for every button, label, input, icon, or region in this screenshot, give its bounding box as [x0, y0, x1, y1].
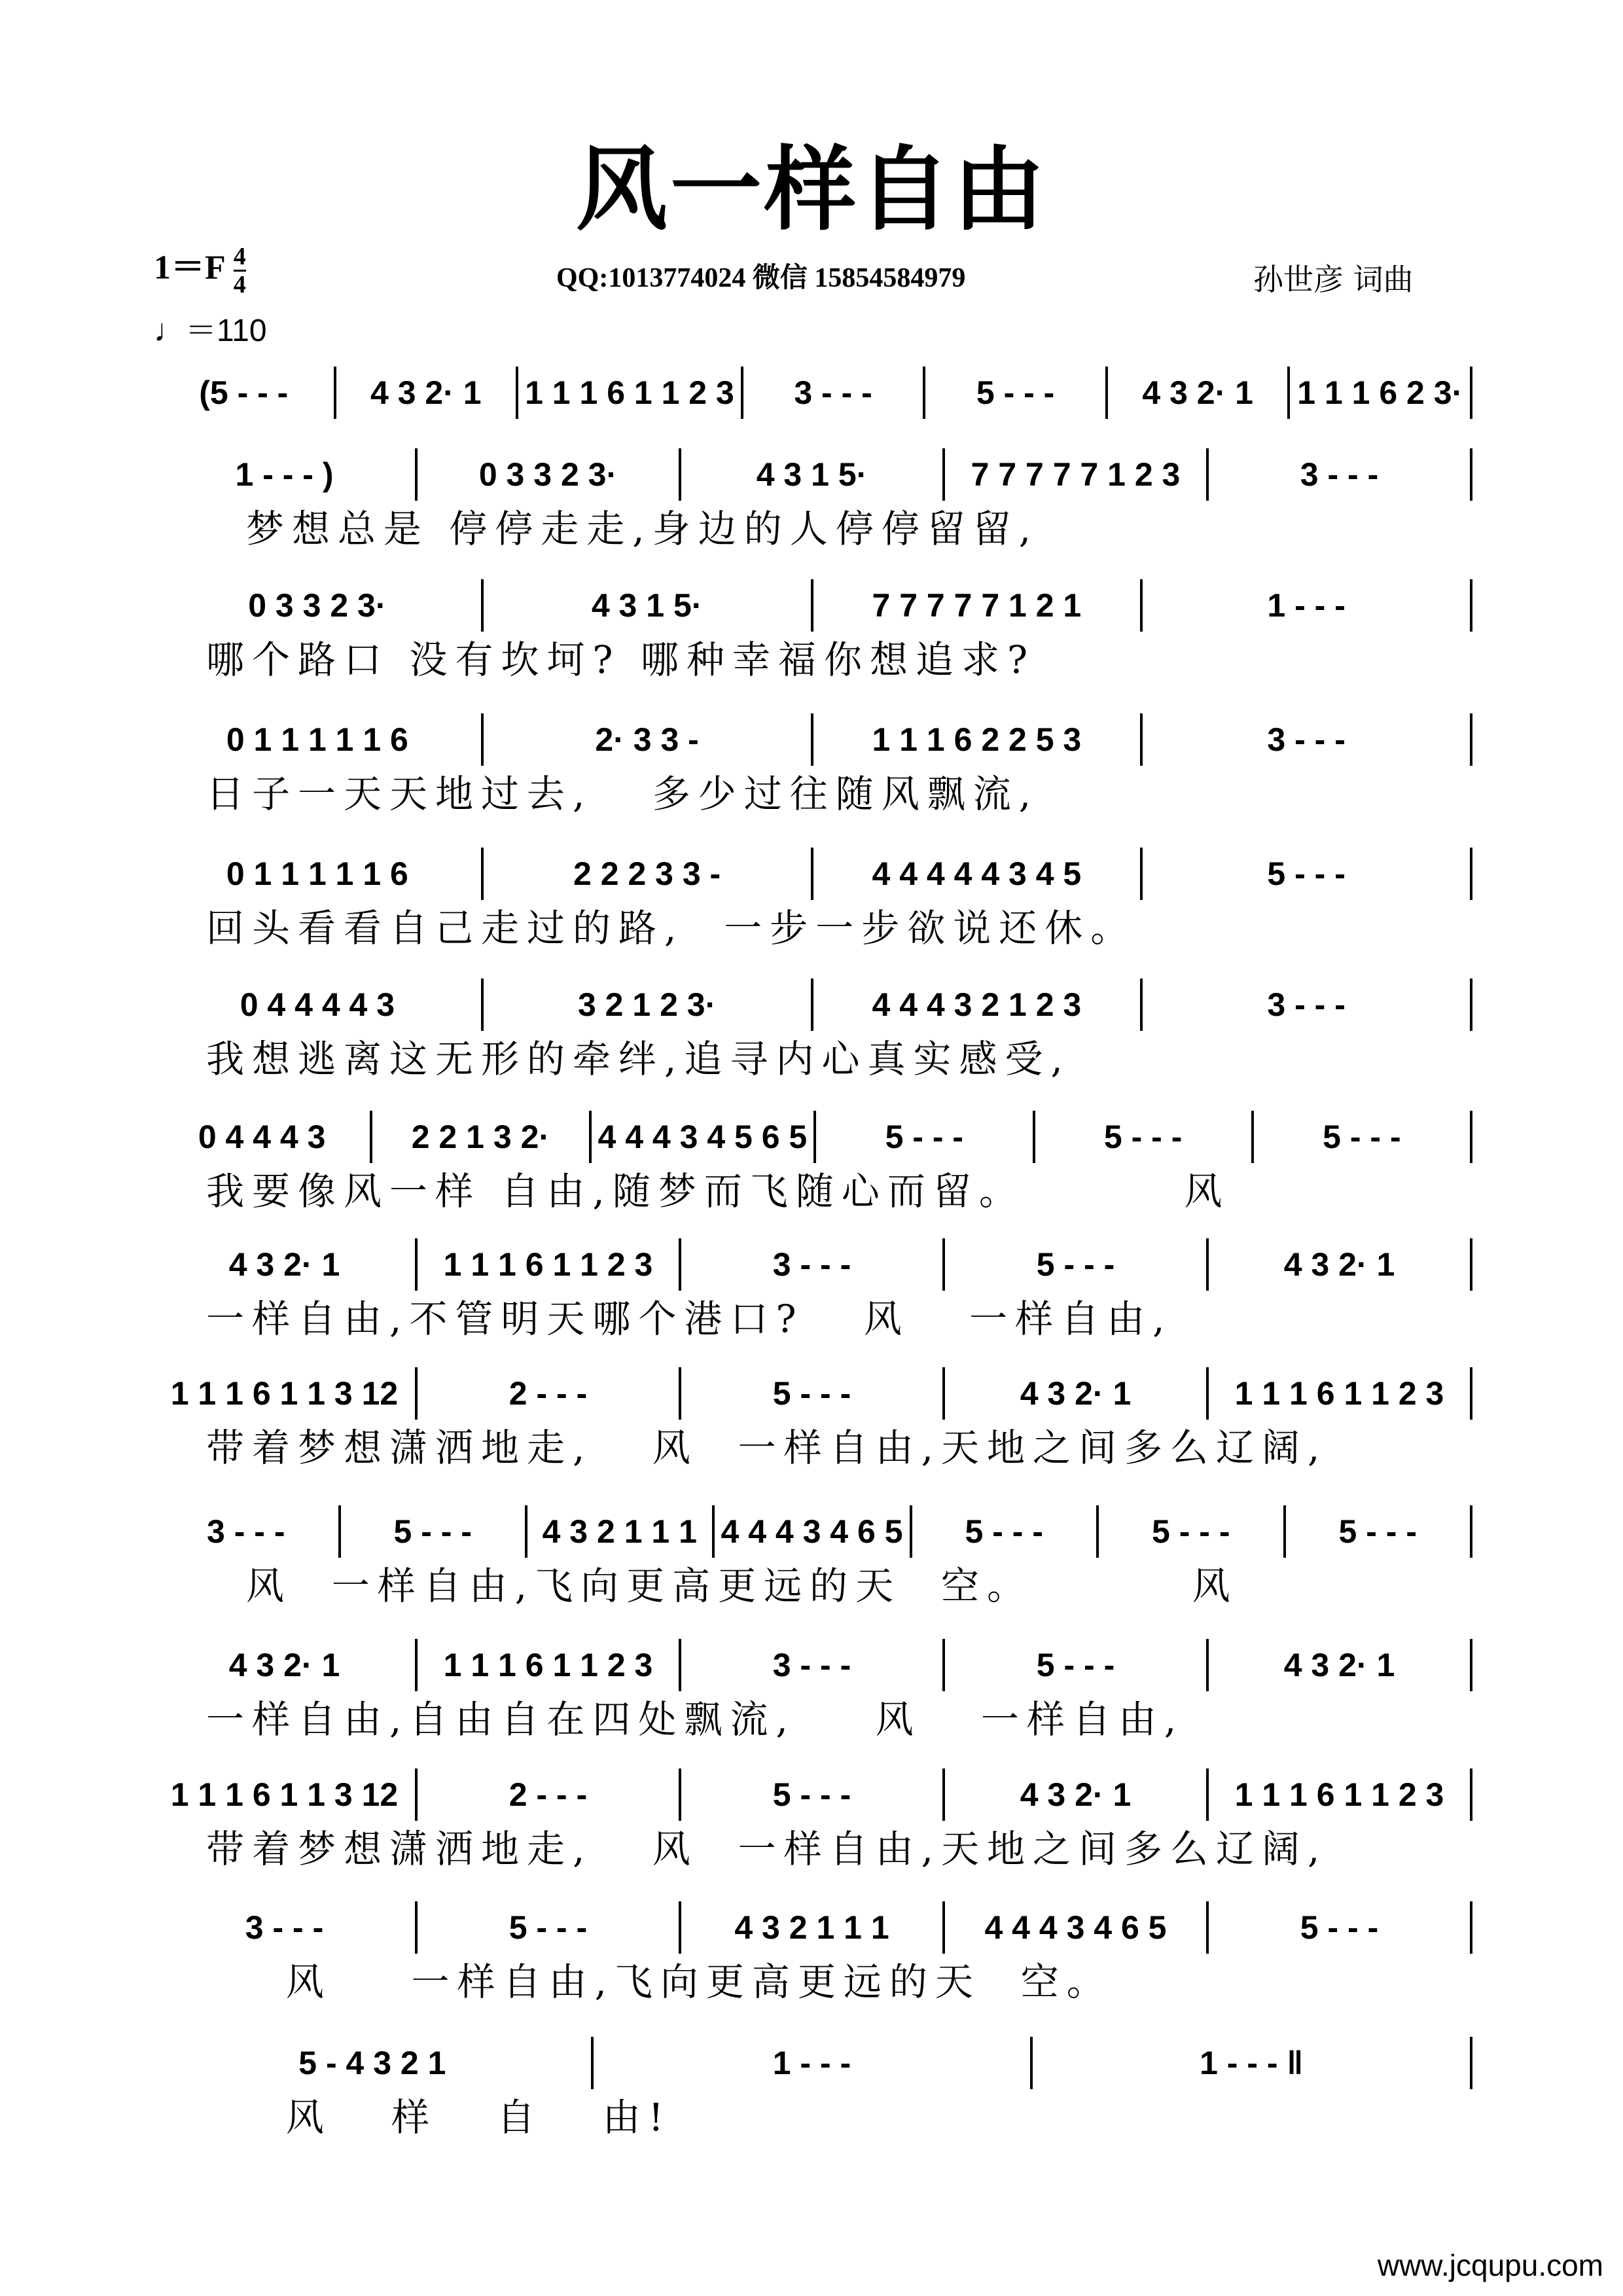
measure: 3 - - - — [154, 1901, 418, 1954]
score-line — [154, 844, 1472, 950]
score-line — [154, 363, 1472, 425]
score-line — [154, 1235, 1472, 1341]
measure: 2 2 1 3 2· — [372, 1111, 591, 1163]
measure: 0 1 1 1 1 1 6 — [154, 713, 484, 766]
notes-row — [154, 844, 1472, 903]
score-line — [154, 710, 1472, 816]
notes-row — [154, 1502, 1472, 1561]
notes-row — [154, 1107, 1472, 1166]
measure: 1 - - - — [594, 2037, 1033, 2089]
lyrics: 一样自由,不管明天哪个港口? 风 一样自由, — [206, 1297, 1173, 1341]
measure: 2· 3 3 - — [484, 713, 813, 766]
lyrics: 一样自由,自由自在四处飘流, 风 一样自由, — [206, 1697, 1185, 1742]
measure: 1 1 1 6 2 2 5 3 — [813, 713, 1143, 766]
measure: 5 - - - — [1035, 1111, 1254, 1163]
time-signature — [234, 243, 246, 298]
notes-row — [154, 576, 1472, 635]
key-label: 1＝F — [154, 249, 226, 287]
notes-row — [154, 975, 1472, 1034]
measure: 1 1 1 6 1 1 2 3 — [418, 1238, 681, 1291]
time-bottom: 4 — [233, 271, 246, 298]
measure: 1 - - - ‖ — [1033, 2037, 1472, 2089]
measure: 7 7 7 7 7 1 2 1 — [813, 579, 1143, 632]
measure: 5 - - - — [1254, 1111, 1472, 1163]
measure: 3 - - - — [1143, 978, 1472, 1031]
lyrics: 日子一天天地过去, 多少过往随风飘流, — [206, 772, 1039, 816]
notes-row — [154, 2034, 1472, 2092]
measure: 5 - - - — [1143, 848, 1472, 900]
lyrics: 带着梦想潇洒地走, 风 一样自由,天地之间多么辽阔, — [206, 1426, 1328, 1470]
measure: 5 - - - — [1099, 1505, 1286, 1558]
lyrics: 风 样 自 由! — [206, 2095, 671, 2140]
measure: 1 1 1 6 1 1 2 3 — [1209, 1768, 1472, 1821]
measure: 3 - - - — [1209, 448, 1472, 501]
notes-row — [154, 1636, 1472, 1695]
score-line — [154, 1765, 1472, 1871]
measure: 5 - - - — [1286, 1505, 1473, 1558]
lyrics: 我想逃离这无形的牵绊,追寻内心真实感受, — [206, 1037, 1071, 1081]
score-line — [154, 1636, 1472, 1742]
measure: 4 3 2· 1 — [336, 367, 519, 419]
measure: 2 - - - — [418, 1768, 681, 1821]
measure: 1 1 1 6 2 3· — [1290, 367, 1472, 419]
measure: 1 - - - ) — [154, 448, 418, 501]
measure: 0 3 3 2 3· — [418, 448, 681, 501]
score-line — [154, 2034, 1472, 2140]
measure: 5 - - - — [925, 367, 1108, 419]
score-line — [154, 1364, 1472, 1470]
notes-row — [154, 445, 1472, 504]
watermark-url: www.jcqupu.com — [1377, 2248, 1603, 2282]
measure: 5 - 4 3 2 1 — [154, 2037, 594, 2089]
measure: 4 3 2· 1 — [945, 1768, 1209, 1821]
measure: 7 7 7 7 7 1 2 3 — [945, 448, 1209, 501]
measure: 4 3 1 5· — [484, 579, 813, 632]
measure: 3 - - - — [154, 1505, 341, 1558]
score-line — [154, 975, 1472, 1081]
measure: 4 3 2 1 1 1 — [527, 1505, 715, 1558]
measure: 3 - - - — [681, 1238, 945, 1291]
measure: 1 1 1 6 1 1 3 12 — [154, 1768, 418, 1821]
measure: 1 - - - — [1143, 579, 1472, 632]
measure: 2 2 2 3 3 - — [484, 848, 813, 900]
notes-row — [154, 363, 1472, 422]
measure: (5 - - - — [154, 367, 336, 419]
composer-credit: 孙世彦 词曲 — [1253, 262, 1414, 297]
measure: 1 1 1 6 1 1 2 3 — [418, 1639, 681, 1691]
score-line — [154, 1898, 1472, 2004]
measure: 5 - - - — [945, 1238, 1209, 1291]
measure: 4 4 4 3 2 1 2 3 — [813, 978, 1143, 1031]
score-line — [154, 576, 1472, 682]
score-line — [154, 1107, 1472, 1213]
notes-row — [154, 1364, 1472, 1423]
notes-row — [154, 1765, 1472, 1824]
song-title: 风一样自由 — [575, 136, 1047, 243]
measure: 4 4 4 3 4 6 5 — [945, 1901, 1209, 1954]
score-line — [154, 445, 1472, 551]
measure: 4 3 1 5· — [681, 448, 945, 501]
measure: 5 - - - — [681, 1768, 945, 1821]
measure: 4 3 2· 1 — [154, 1639, 418, 1691]
measure: 4 3 2· 1 — [1209, 1639, 1472, 1691]
measure: 5 - - - — [912, 1505, 1099, 1558]
contact-info: QQ:1013774024 微信 15854584979 — [556, 263, 966, 293]
measure: 3 2 1 2 3· — [484, 978, 813, 1031]
measure: 3 - - - — [1143, 713, 1472, 766]
lyrics: 我要像风一样 自由,随梦而飞随心而留。 风 — [206, 1169, 1230, 1213]
lyrics: 梦想总是 停停走走,身边的人停停留留, — [206, 507, 1039, 551]
lyrics: 风 一样自由,飞向更高更远的天 空。 风 — [206, 1564, 1238, 1608]
measure: 1 1 1 6 1 1 3 12 — [154, 1367, 418, 1420]
measure: 3 - - - — [681, 1639, 945, 1691]
measure: 0 4 4 4 3 — [154, 1111, 372, 1163]
measure: 4 3 2· 1 — [1108, 367, 1291, 419]
measure: 1 1 1 6 1 1 2 3 — [1209, 1367, 1472, 1420]
time-top: 4 — [233, 243, 246, 270]
lyrics: 哪个路口 没有坎坷? 哪种幸福你想追求? — [206, 637, 1036, 682]
measure: 0 4 4 4 4 3 — [154, 978, 484, 1031]
notes-row — [154, 710, 1472, 769]
lyrics: 风 一样自由,飞向更高更远的天 空。 — [206, 1960, 1113, 2004]
measure: 4 3 2· 1 — [945, 1367, 1209, 1420]
measure: 5 - - - — [681, 1367, 945, 1420]
measure: 3 - - - — [743, 367, 926, 419]
measure: 5 - - - — [418, 1901, 681, 1954]
measure: 0 3 3 2 3· — [154, 579, 484, 632]
lyrics: 回头看看自己走过的路, 一步一步欲说还休。 — [206, 906, 1137, 950]
notes-row — [154, 1898, 1472, 1957]
measure: 4 3 2· 1 — [154, 1238, 418, 1291]
measure: 5 - - - — [1209, 1901, 1472, 1954]
measure: 4 3 2 1 1 1 — [681, 1901, 945, 1954]
measure: 0 1 1 1 1 1 6 — [154, 848, 484, 900]
notes-row — [154, 1235, 1472, 1294]
measure: 2 - - - — [418, 1367, 681, 1420]
measure: 5 - - - — [816, 1111, 1035, 1163]
measure: 5 - - - — [945, 1639, 1209, 1691]
measure: 4 4 4 4 4 3 4 5 — [813, 848, 1143, 900]
score-line — [154, 1502, 1472, 1608]
lyrics: 带着梦想潇洒地走, 风 一样自由,天地之间多么辽阔, — [206, 1827, 1328, 1871]
key-signature — [154, 243, 246, 298]
measure: 5 - - - — [341, 1505, 528, 1558]
measure: 4 4 4 3 4 5 6 5 — [592, 1111, 817, 1163]
measure: 1 1 1 6 1 1 2 3 — [518, 367, 743, 419]
tempo-marking: ♩＝110 — [154, 314, 267, 348]
measure: 4 3 2· 1 — [1209, 1238, 1472, 1291]
measure: 4 4 4 3 4 6 5 — [715, 1505, 912, 1558]
